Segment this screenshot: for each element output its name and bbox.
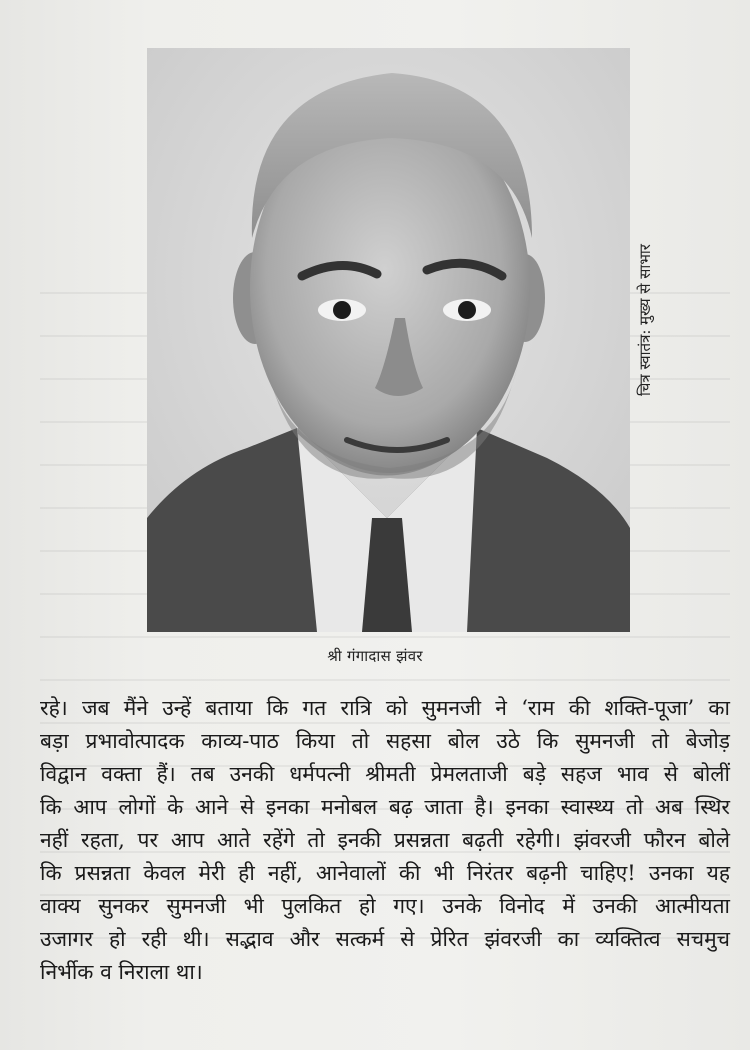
text-line: उजागर हो रही थी। सद्भाव और सत्कर्म से प्रेरित झंवरजी का व्यक्तित्व सचमुच [40,927,730,951]
text-line: नहीं रहता, पर आप आते रहेंगे तो इनकी प्रसन्नता बढ़ती रहेगी। झंवरजी फौरन बोले [40,828,730,852]
text-line: निर्भीक व निराला था। [40,960,203,984]
text-line: विद्वान वक्ता हैं। तब उनकी धर्मपत्नी श्रीमती प्रेमलताजी बड़े सहज भाव से बोलीं [40,762,730,786]
body-text [40,692,730,989]
text-line: कि आप लोगों के आने से इनका मनोबल बढ़ जाता है। इनका स्वास्थ्य तो अब स्थिर [40,795,730,819]
text-line: बड़ा प्रभावोत्पादक काव्य-पाठ किया तो सहसा बोल उठे कि सुमनजी तो बेजोड़ [40,729,730,753]
photo-caption: श्री गंगादास झंवर [327,647,423,665]
portrait-photo-icon [147,48,630,632]
text-line: रहे। जब मैंने उन्हें बताया कि गत रात्रि को सुमनजी ने ‘राम की शक्ति-पूजा’ का [40,696,730,720]
portrait-photo [147,48,630,632]
text-line: कि प्रसन्नता केवल मेरी ही नहीं, आनेवालों की भी निरंतर बढ़नी चाहिए! उनका यह [40,861,730,885]
text-line: वाक्य सुनकर सुमनजी भी पुलकित हो गए। उनके विनोद में उनकी आत्मीयता [40,894,730,918]
photo-credit: चित्र स्वातंत्र: मुख्य से साभार [636,244,654,396]
